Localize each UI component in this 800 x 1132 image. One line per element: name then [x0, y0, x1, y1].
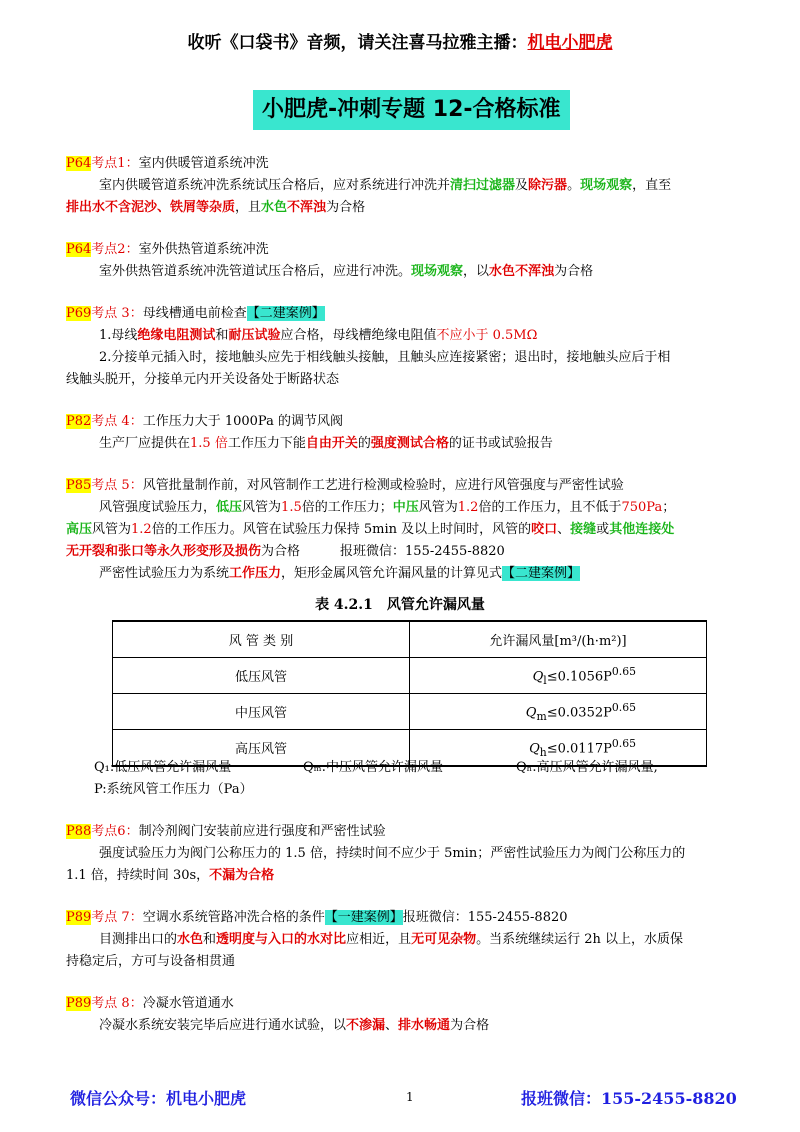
table-caption: 表 4.2.1 风管允许漏风量 — [315, 597, 485, 613]
kd1-heading: P64考点1：室内供暖管道系统冲洗 — [66, 156, 269, 171]
kd2-line1: 室外供热管道系统冲洗管道试压合格后，应进行冲洗。现场观察，以水色不浑浊为合格 — [99, 264, 594, 279]
kd8-line1: 冷凝水系统安装完毕后应进行通水试验，以不渗漏、排水畅通为合格 — [99, 1018, 490, 1033]
kd8-heading: P89考点 8：冷凝水管道通水 — [66, 996, 234, 1011]
header-prefix: 收听《口袋书》音频，请关注喜马拉雅主播： — [187, 33, 528, 53]
table-row — [113, 694, 707, 730]
table-note-high: Qₕ:高压风管允许漏风量; — [516, 760, 659, 775]
kd6-line1: 强度试验压力为阀门公称压力的 1.5 倍，持续时间不应少于 5min；严密性试验压力为阀门公称压力的 — [99, 846, 686, 861]
table-cell-type: 高压风管 — [113, 730, 410, 767]
kd5-line2: 高压风管为1.2倍的工作压力。风管在试验压力保持 5min 及以上时间时，风管的咬口、接缝或其他连接处 — [66, 522, 675, 537]
kd6-heading: P88考点6：制冷剂阀门安装前应进行强度和严密性试验 — [66, 824, 386, 839]
kd6-line2: 1.1 倍，持续时间 30s，不漏为合格 — [66, 868, 275, 883]
footer-contact: 报班微信：155-2455-8820 — [521, 1089, 737, 1108]
table-note-mid: Qₘ:中压风管允许漏风量 — [303, 760, 444, 775]
table-cell-type: 低压风管 — [113, 658, 410, 694]
kd7-line1: 目测排出口的水色和透明度与入口的水对比应相近，且无可见杂物。当系统继续运行 2h 以上，水质保 — [99, 932, 684, 947]
kd5-line3: 无开裂和张口等永久形变形及损伤为合格 报班微信：155-2455-8820 — [66, 544, 505, 559]
table-header-type: 风 管 类 别 — [113, 621, 410, 658]
footer-wechat-account: 微信公众号：机电小肥虎 — [70, 1089, 247, 1108]
kd4-line1: 生产厂应提供在1.5 倍工作压力下能自由开关的强度测试合格的证书或试验报告 — [99, 436, 553, 451]
table-note-pressure: P:系统风管工作压力（Pa） — [94, 782, 253, 797]
kd5-heading: P85考点 5：风管批量制作前，对风管制作工艺进行检测或检验时，应进行风管强度与严密性试验 — [66, 478, 624, 493]
kd3-line3: 线触头脱开，分接单元内开关设备处于断路状态 — [66, 372, 340, 387]
table-cell-type: 中压风管 — [113, 694, 410, 730]
kd1-line1: 室内供暖管道系统冲洗系统试压合格后，应对系统进行冲洗并清扫过滤器及除污器。现场观察，直至 — [99, 178, 672, 193]
table-cell-formula: $Q_l\le 0.1056P^{0.65}$ — [410, 658, 707, 694]
kd5-line4: 严密性试验压力为系统工作压力，矩形金属风管允许漏风量的计算见式【二建案例】 — [99, 566, 581, 581]
table-header-rate: 允许漏风量[m³/(h·m²)] — [410, 621, 707, 658]
kd5-line1: 风管强度试验压力，低压风管为1.5倍的工作压力；中压风管为1.2倍的工作压力，且不低于750Pa； — [99, 500, 676, 515]
kd2-heading: P64考点2：室外供热管道系统冲洗 — [66, 242, 269, 257]
table-header-row — [113, 621, 707, 658]
page-header — [0, 28, 800, 53]
table-note-low: Q₁:低压风管允许漏风量 — [94, 760, 232, 775]
kd7-line2: 持稳定后，方可与设备相贯通 — [66, 954, 236, 969]
kd3-line2: 2.分接单元插入时，接地触头应先于相线触头接触，且触头应连接紧密；退出时，接地触头应后于相 — [99, 350, 671, 365]
table-row — [113, 658, 707, 694]
kd1-line2: 排出水不含泥沙、铁屑等杂质，且水色不浑浊为合格 — [66, 200, 366, 215]
kd4-heading: P82考点 4：工作压力大于 1000Pa 的调节风阀 — [66, 414, 343, 429]
table-cell-formula: $Q_h\le 0.0117P^{0.65}$ — [410, 730, 707, 767]
kd3-line1: 1.母线绝缘电阻测试和耐压试验应合格，母线槽绝缘电阻值不应小于 0.5MΩ — [99, 328, 538, 343]
leak-rate-table — [112, 620, 707, 767]
page-number: 1 — [406, 1090, 414, 1104]
kd7-heading: P89考点 7：空调水系统管路冲洗合格的条件【一建案例】报班微信：155-2455-8820 — [66, 910, 568, 925]
kd3-heading: P69考点 3：母线槽通电前检查【二建案例】 — [66, 306, 325, 321]
table-cell-formula: $Q_m\le 0.0352P^{0.65}$ — [410, 694, 707, 730]
page-title: 小肥虎-冲刺专题 12-合格标准 — [253, 90, 570, 130]
anchor-name-link[interactable]: 机电小肥虎 — [527, 33, 613, 53]
